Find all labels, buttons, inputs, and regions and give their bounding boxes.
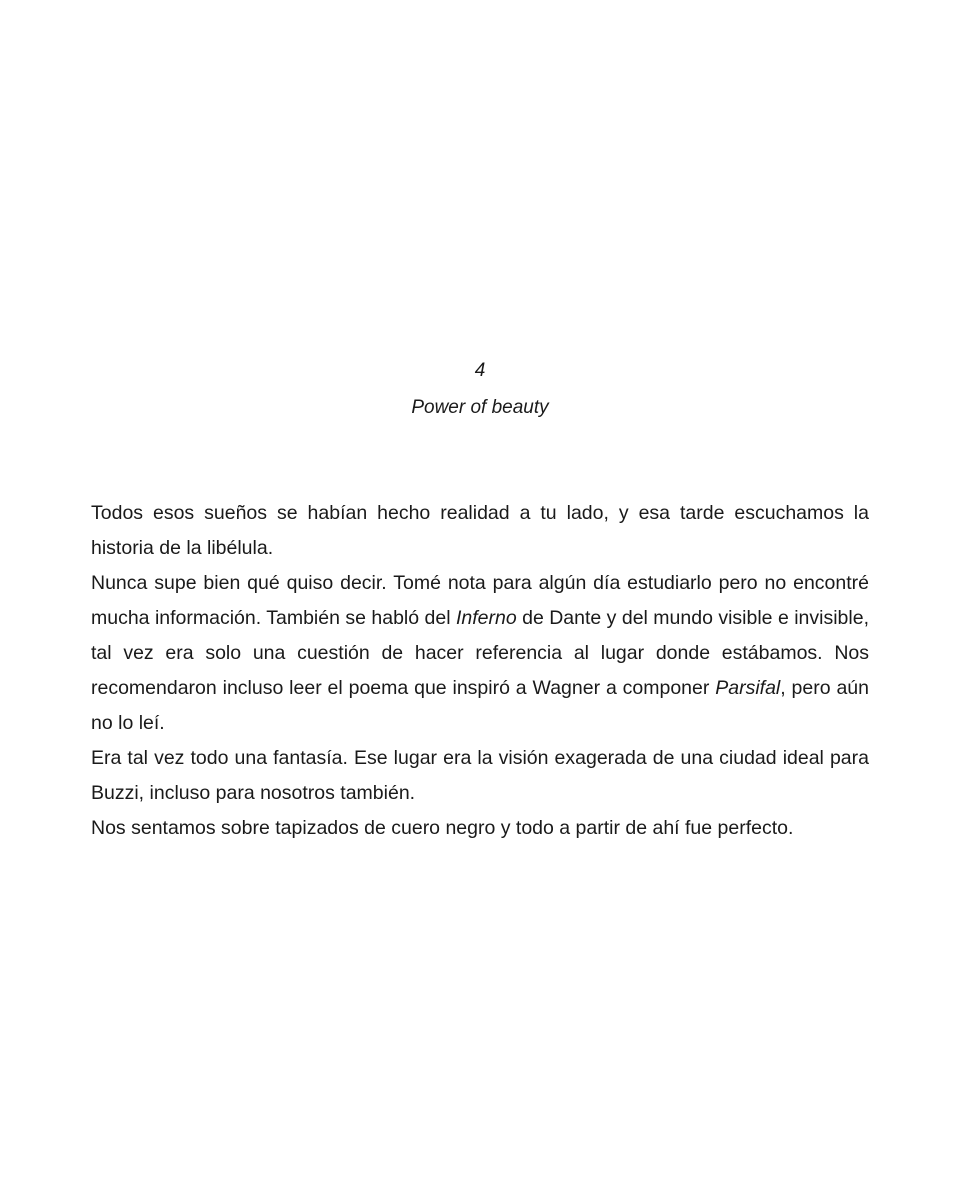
paragraph-text: , pero aún no lo leí.: [91, 677, 869, 734]
chapter-title: Power of beauty: [411, 397, 549, 418]
chapter-number: 4: [474, 360, 486, 381]
paragraph-1: [91, 496, 869, 566]
paragraph-text: de Dante y del mundo visible e invisible, tal vez era solo una cuestión de hacer referencia al lugar donde estábamos. Nos recomendaron incluso leer el poema que inspiró a Wagner a componer: [91, 607, 869, 699]
paragraph-4: [91, 811, 869, 846]
paragraph-text: Era tal vez todo una fantasía. Ese lugar era la visión exagerada de una ciudad ideal para Buzzi, incluso para nosotros también.: [91, 747, 869, 804]
italic-title-parsifal: Parsifal: [715, 677, 781, 699]
paragraph-2: [91, 566, 869, 741]
paragraph-text: Nunca supe bien qué quiso decir. Tomé nota para algún día estudiarlo pero no encontré mucha información. También se habló del: [91, 572, 869, 629]
chapter-body: [91, 496, 869, 846]
paragraph-text: Todos esos sueños se habían hecho realidad a tu lado, y esa tarde escuchamos la historia de la libélula.: [91, 502, 869, 559]
paragraph-3: [91, 741, 869, 811]
paragraph-text: Nos sentamos sobre tapizados de cuero negro y todo a partir de ahí fue perfecto.: [91, 817, 794, 839]
italic-title-inferno: Inferno: [455, 607, 517, 629]
